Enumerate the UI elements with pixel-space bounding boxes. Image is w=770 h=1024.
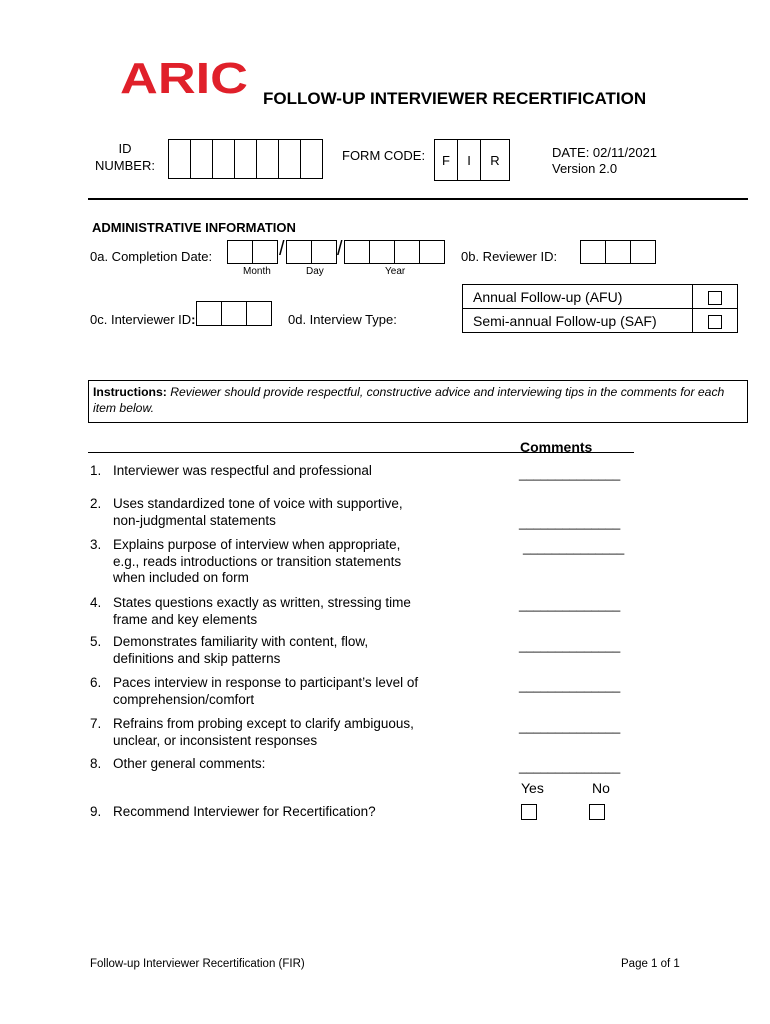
interviewer-id-boxes[interactable]: [196, 301, 272, 326]
reviewer-id-label: 0b. Reviewer ID:: [461, 249, 558, 264]
comment-line[interactable]: ______________: [519, 678, 621, 693]
interviewer-id-box[interactable]: [246, 301, 272, 326]
id-box[interactable]: [190, 139, 213, 179]
id-box[interactable]: [300, 139, 323, 179]
interviewer-id-box[interactable]: [196, 301, 222, 326]
list-item: [90, 537, 423, 587]
form-code-letter: R: [480, 139, 510, 181]
comment-line[interactable]: ______________: [519, 466, 621, 481]
year-box[interactable]: [419, 240, 445, 264]
interviewer-id-label: [90, 312, 196, 327]
page-title: FOLLOW-UP INTERVIEWER RECERTIFICATION: [263, 89, 647, 108]
admin-section-title: ADMINISTRATIVE INFORMATION: [92, 220, 296, 235]
item-text: Other general comments:: [113, 756, 266, 771]
comments-header: Comments: [520, 439, 593, 455]
month-box[interactable]: [227, 240, 253, 264]
reviewer-id-boxes[interactable]: [580, 240, 656, 264]
item-number: 2.: [90, 496, 102, 511]
item-text: Demonstrates familiarity with content, flow, definitions and skip patterns: [113, 634, 369, 666]
month-caption: Month: [243, 266, 271, 277]
item-text: Paces interview in response to participant’s level of comprehension/comfort: [113, 675, 419, 707]
item-number: 7.: [90, 716, 102, 731]
item-number: 3.: [90, 537, 102, 552]
item-number: 8.: [90, 756, 102, 771]
comment-line[interactable]: ______________: [519, 719, 621, 734]
interviewer-id-box[interactable]: [221, 301, 247, 326]
item-text: States questions exactly as written, stressing time frame and key elements: [113, 595, 411, 627]
instructions-box: [88, 380, 748, 423]
id-box[interactable]: [278, 139, 301, 179]
date-separator: /: [279, 238, 285, 260]
reviewer-id-box[interactable]: [630, 240, 656, 264]
reviewer-id-box[interactable]: [580, 240, 606, 264]
id-label-line2: NUMBER:: [95, 158, 155, 173]
yes-label: Yes: [521, 780, 544, 796]
list-item: [90, 634, 423, 667]
interview-type-label: 0d. Interview Type:: [288, 312, 397, 327]
id-number-boxes[interactable]: [168, 139, 323, 179]
interview-type-row: [463, 285, 738, 309]
day-box[interactable]: [311, 240, 337, 264]
form-code-letter: F: [434, 139, 458, 181]
id-label-line1: ID: [118, 141, 132, 156]
day-box[interactable]: [286, 240, 312, 264]
item-text: Refrains from probing except to clarify ambiguous, unclear, or inconsistent responses: [113, 716, 414, 748]
month-boxes[interactable]: [227, 240, 278, 264]
recommend-item: [90, 804, 423, 821]
list-item: [90, 756, 423, 773]
divider: [88, 198, 748, 200]
id-number-label: [92, 140, 158, 174]
item-text: Uses standardized tone of voice with supportive, non-judgmental statements: [113, 496, 403, 528]
no-label: No: [592, 780, 610, 796]
date-version-block: [552, 145, 657, 177]
item-text: Interviewer was respectful and professional: [113, 463, 372, 478]
completion-date-label: 0a. Completion Date:: [90, 249, 213, 264]
date-separator: /: [337, 238, 343, 260]
form-code-boxes: [434, 139, 510, 181]
form-code-letter: I: [457, 139, 481, 181]
list-item: [90, 463, 423, 480]
form-version: Version 2.0: [552, 161, 618, 176]
interviewer-id-colon: :: [191, 312, 196, 327]
item-number: 9.: [90, 804, 102, 819]
instructions-lead: Instructions:: [93, 385, 167, 399]
item-number: 5.: [90, 634, 102, 649]
id-box[interactable]: [234, 139, 257, 179]
item-number: 6.: [90, 675, 102, 690]
id-box[interactable]: [256, 139, 279, 179]
afu-checkbox[interactable]: [708, 291, 722, 305]
item-text: Recommend Interviewer for Recertification?: [113, 804, 376, 819]
comment-line[interactable]: ______________: [519, 597, 621, 612]
item-number: 4.: [90, 595, 102, 610]
logo-text: ARIC: [120, 58, 248, 96]
saf-checkbox[interactable]: [708, 315, 722, 329]
year-box[interactable]: [369, 240, 395, 264]
list-item: [90, 675, 423, 708]
year-boxes[interactable]: [344, 240, 445, 264]
item-text: Explains purpose of interview when appropriate, e.g., reads introductions or transition statements when included on form: [113, 537, 402, 585]
footer-form-name: Follow-up Interviewer Recertification (FIR): [90, 958, 305, 970]
year-box[interactable]: [344, 240, 370, 264]
yes-checkbox[interactable]: [521, 804, 537, 820]
form-code-label: FORM CODE:: [342, 148, 426, 163]
day-boxes[interactable]: [286, 240, 337, 264]
comment-line[interactable]: ______________: [519, 638, 621, 653]
saf-checkbox-cell[interactable]: [693, 309, 738, 333]
footer-page-number: Page 1 of 1: [621, 958, 680, 970]
aric-logo: [120, 58, 248, 96]
list-item: [90, 716, 423, 749]
day-caption: Day: [306, 266, 324, 277]
interviewer-id-text: 0c. Interviewer ID: [90, 312, 192, 327]
instructions-text: Reviewer should provide respectful, constructive advice and interviewing tips in the comments for each item below.: [93, 385, 725, 415]
reviewer-id-box[interactable]: [605, 240, 631, 264]
interview-type-option: Annual Follow-up (AFU): [463, 285, 693, 309]
form-date: DATE: 02/11/2021: [552, 145, 658, 160]
comment-line[interactable]: ______________: [519, 759, 621, 774]
month-box[interactable]: [252, 240, 278, 264]
list-item: [90, 595, 423, 628]
list-item: [90, 496, 423, 529]
id-box[interactable]: [168, 139, 191, 179]
no-checkbox[interactable]: [589, 804, 605, 820]
id-box[interactable]: [212, 139, 235, 179]
item-number: 1.: [90, 463, 102, 478]
afu-checkbox-cell[interactable]: [693, 285, 738, 309]
year-caption: Year: [385, 266, 406, 277]
aric-logo-graphic: [120, 58, 248, 96]
year-box[interactable]: [394, 240, 420, 264]
interview-type-table: [462, 284, 738, 333]
interview-type-row: [463, 309, 738, 333]
interview-type-option: Semi-annual Follow-up (SAF): [463, 309, 693, 333]
comment-line[interactable]: ______________: [519, 515, 621, 530]
comment-line[interactable]: ______________: [523, 540, 625, 555]
